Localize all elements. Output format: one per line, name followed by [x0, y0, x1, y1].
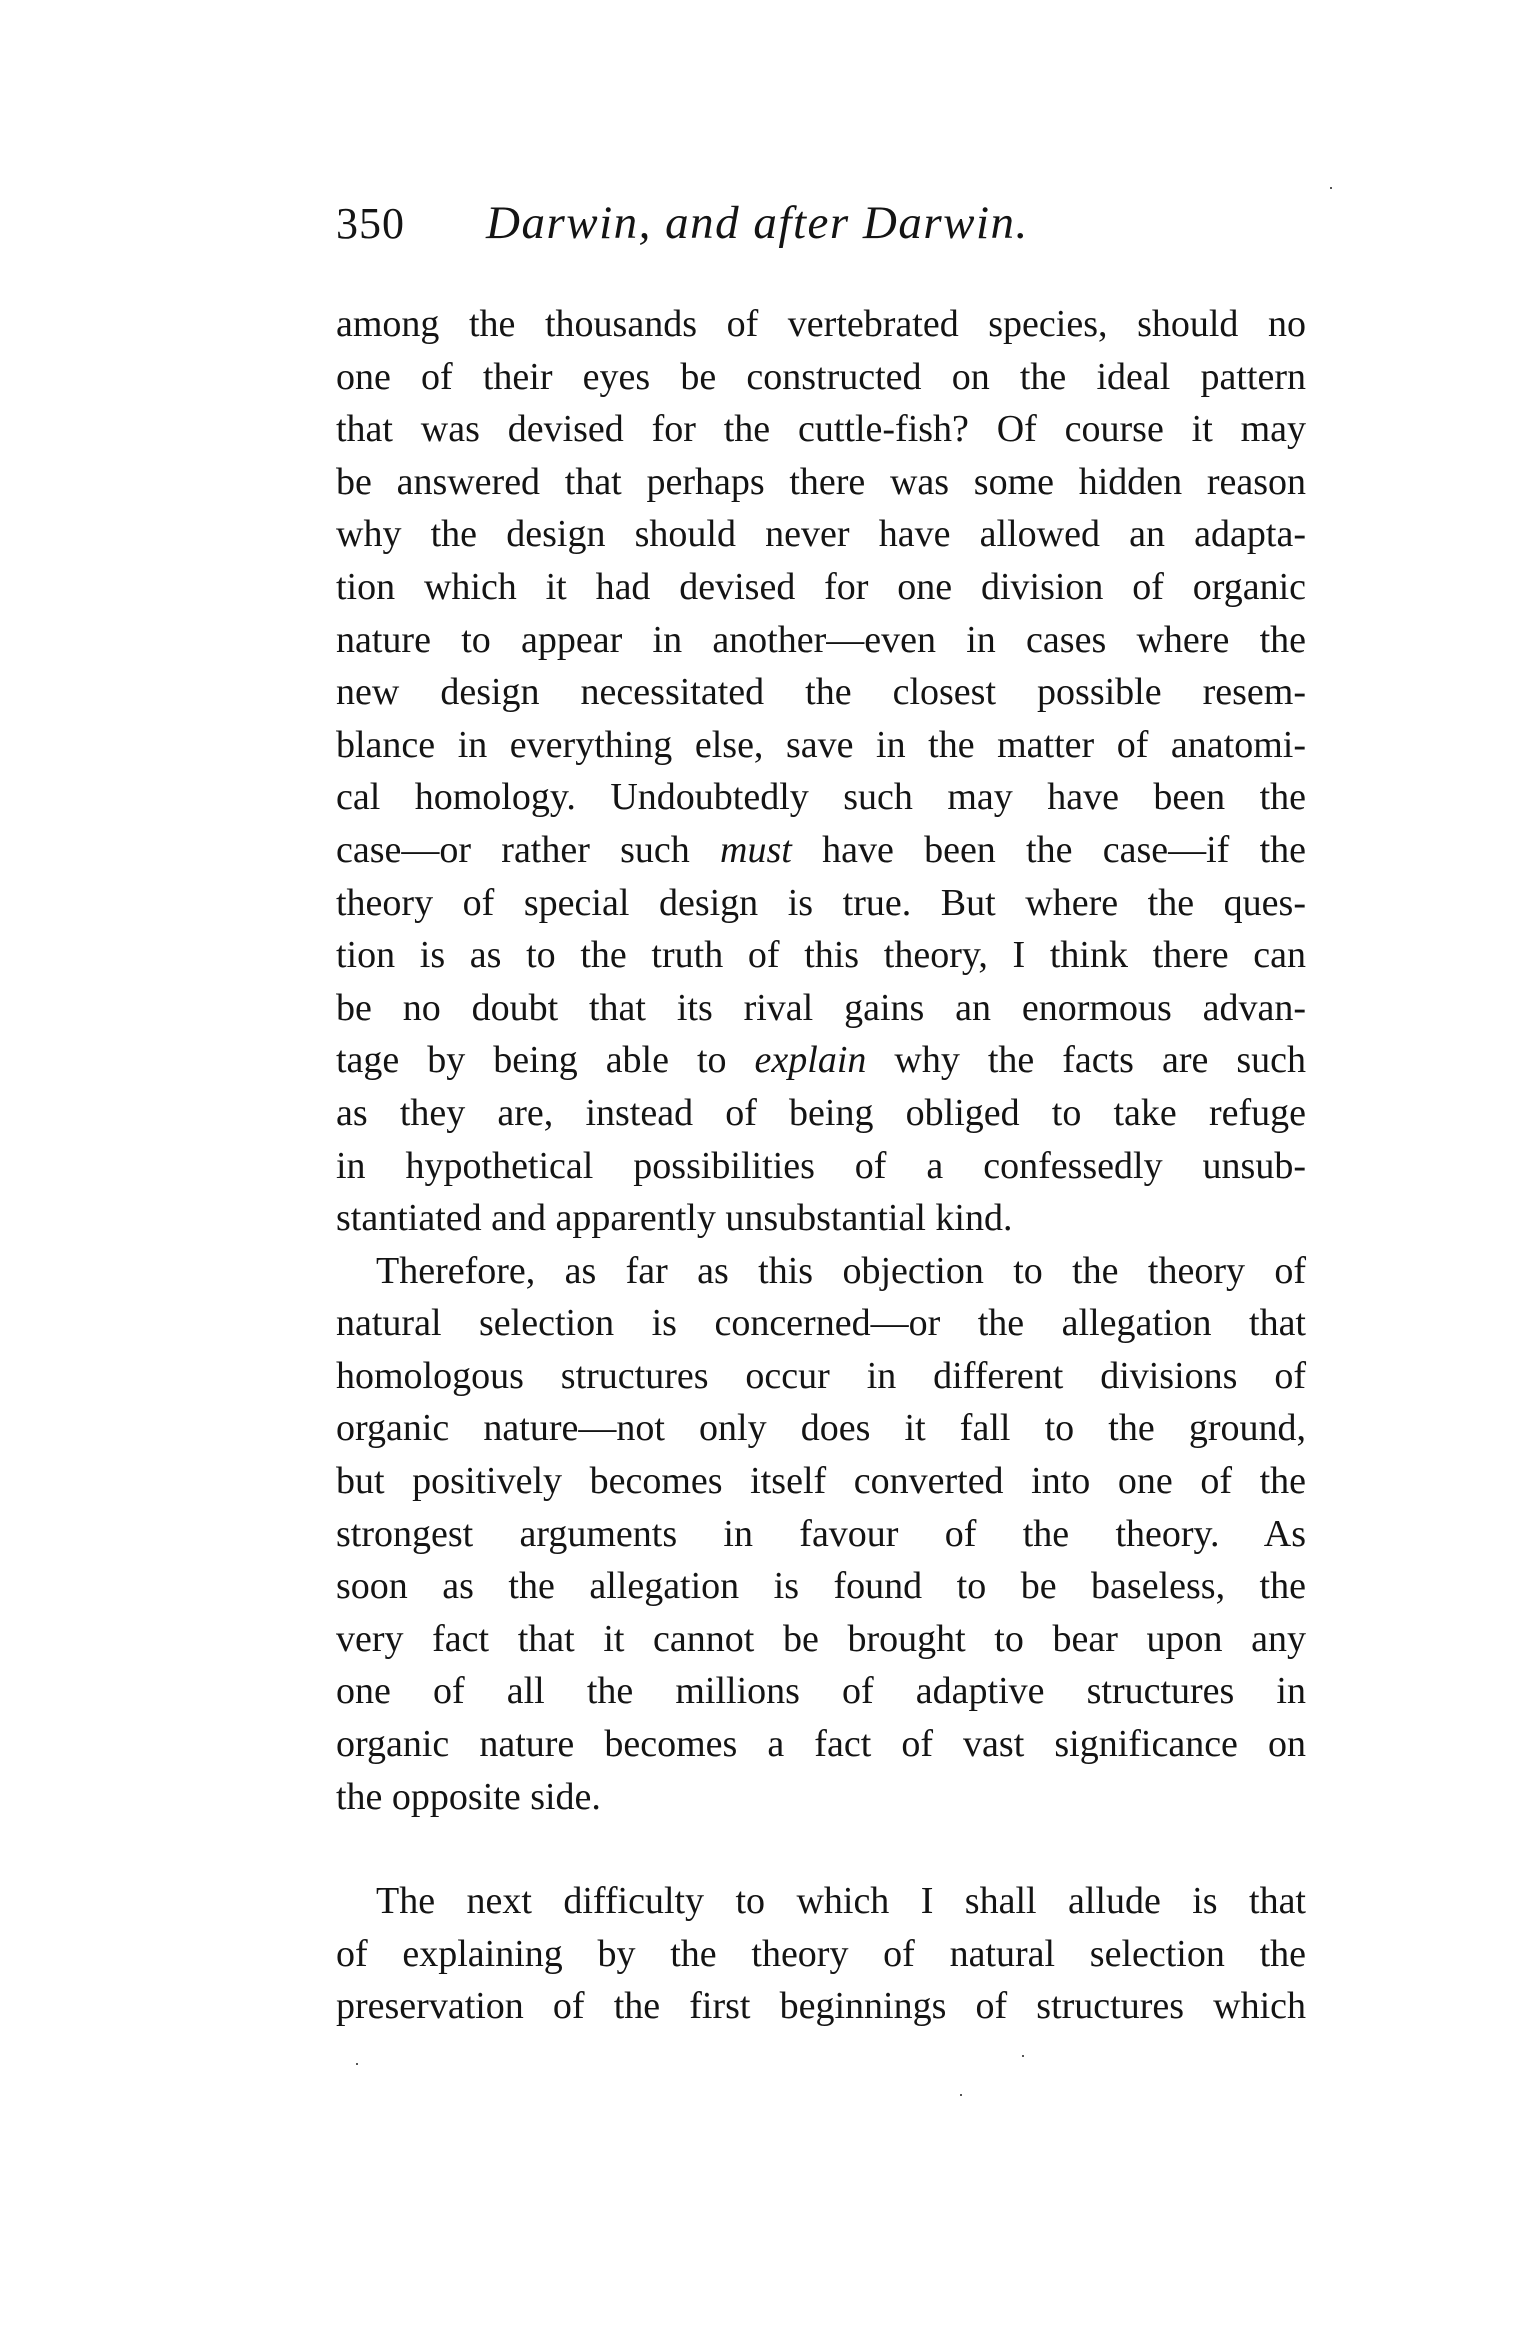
text-line: homologous structures occur in different divisions of [336, 1354, 1306, 1397]
running-head [336, 198, 1306, 258]
body-text [336, 298, 1306, 2033]
text-line: but positively becomes itself converted into one of the [336, 1460, 1306, 1503]
text-line: of explaining by the theory of natural selection the [336, 1932, 1306, 1975]
text-line: theory of special design is true. But where the ques- [336, 881, 1306, 924]
text-line: blance in everything else, save in the matter of anatomi- [336, 723, 1306, 766]
paragraph [336, 1245, 1306, 1824]
text-line: as they are, instead of being obliged to take refuge [336, 1091, 1306, 1134]
italic-emphasis: must [720, 828, 792, 871]
text-line: natural selection is concerned—or the allegation that [336, 1302, 1306, 1345]
text-line: strongest arguments in favour of the theory. As [336, 1512, 1306, 1555]
text-line: one of their eyes be constructed on the ideal pattern [336, 355, 1306, 398]
text-line: Therefore, as far as this objection to the theory of [376, 1249, 1306, 1292]
text-line: preservation of the first beginnings of structures which [336, 1985, 1306, 2028]
text-line: soon as the allegation is found to be baseless, the [336, 1565, 1306, 1608]
paragraph [336, 298, 1306, 1245]
page-number: 350 [336, 199, 405, 248]
text-line: cal homology. Undoubtedly such may have been the [336, 776, 1306, 819]
text-line: The next difficulty to which I shall allude is that [376, 1880, 1306, 1923]
text-line: tage by being able to explain why the facts are such [336, 1039, 1306, 1082]
text-line: organic nature—not only does it fall to the ground, [336, 1407, 1306, 1450]
text-line: new design necessitated the closest possible resem- [336, 671, 1306, 714]
scan-speck [356, 2063, 358, 2065]
text-line: be answered that perhaps there was some hidden reason [336, 460, 1306, 503]
running-title: Darwin, and after Darwin. [486, 197, 1029, 249]
text-line: that was devised for the cuttle-fish? Of course it may [336, 408, 1306, 451]
paragraph-gap [336, 1823, 1306, 1875]
text-line: tion is as to the truth of this theory, I think there can [336, 934, 1306, 977]
text-line: one of all the millions of adaptive structures in [336, 1670, 1306, 1713]
text-line: be no doubt that its rival gains an enormous advan- [336, 986, 1306, 1029]
scan-speck [1022, 2055, 1024, 2057]
scan-speck [1330, 187, 1332, 189]
text-line: in hypothetical possibilities of a confessedly unsub- [336, 1144, 1306, 1187]
text-line: why the design should never have allowed an adapta- [336, 513, 1306, 556]
paragraph [336, 1875, 1306, 2033]
text-line: tion which it had devised for one division of organic [336, 565, 1306, 608]
scan-speck [960, 2094, 962, 2096]
text-line: stantiated and apparently unsubstantial kind. [336, 1197, 1013, 1240]
text-line: very fact that it cannot be brought to bear upon any [336, 1617, 1306, 1660]
text-line: case—or rather such must have been the case—if the [336, 828, 1306, 871]
text-line: the opposite side. [336, 1775, 601, 1818]
italic-emphasis: explain [754, 1039, 867, 1082]
text-line: among the thousands of vertebrated species, should no [336, 303, 1306, 345]
text-line: organic nature becomes a fact of vast significance on [336, 1723, 1306, 1766]
text-line: nature to appear in another—even in cases where the [336, 618, 1306, 661]
